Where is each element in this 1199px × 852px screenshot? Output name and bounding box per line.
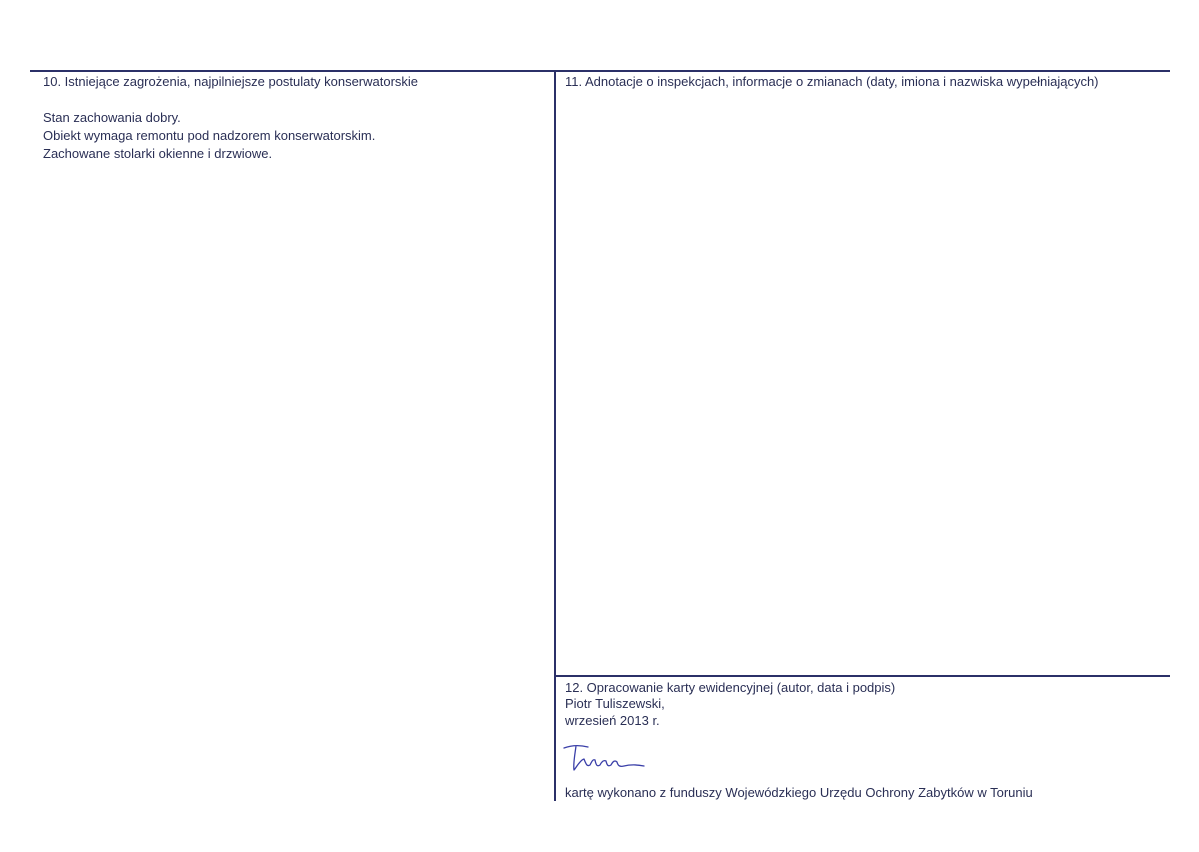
section-10-line: Zachowane stolarki okienne i drzwiowe.: [43, 146, 273, 161]
section-10-heading: 10. Istniejące zagrożenia, najpilniejsze postulaty konserwatorskie: [43, 74, 419, 89]
author-name: Piotr Tuliszewski,: [565, 696, 665, 711]
section-10-body: [43, 109, 375, 163]
preparation-date: wrzesień 2013 r.: [565, 713, 660, 728]
handwritten-signature: [562, 740, 652, 776]
section-11-heading: 11. Adnotacje o inspekcjach, informacje o zmianach (daty, imiona i nazwiska wypełniających): [565, 74, 1099, 89]
section-10-line: Stan zachowania dobry.: [43, 110, 181, 125]
column-divider: [554, 71, 556, 801]
top-rule: [30, 70, 1170, 72]
funding-note: kartę wykonano z funduszy Wojewódzkiego Urzędu Ochrony Zabytków w Toruniu: [565, 785, 1033, 800]
section-12-heading: 12. Opracowanie karty ewidencyjnej (autor, data i podpis): [565, 680, 896, 695]
section-12-divider: [555, 675, 1170, 677]
section-10-line: Obiekt wymaga remontu pod nadzorem konserwatorskim.: [43, 128, 376, 143]
